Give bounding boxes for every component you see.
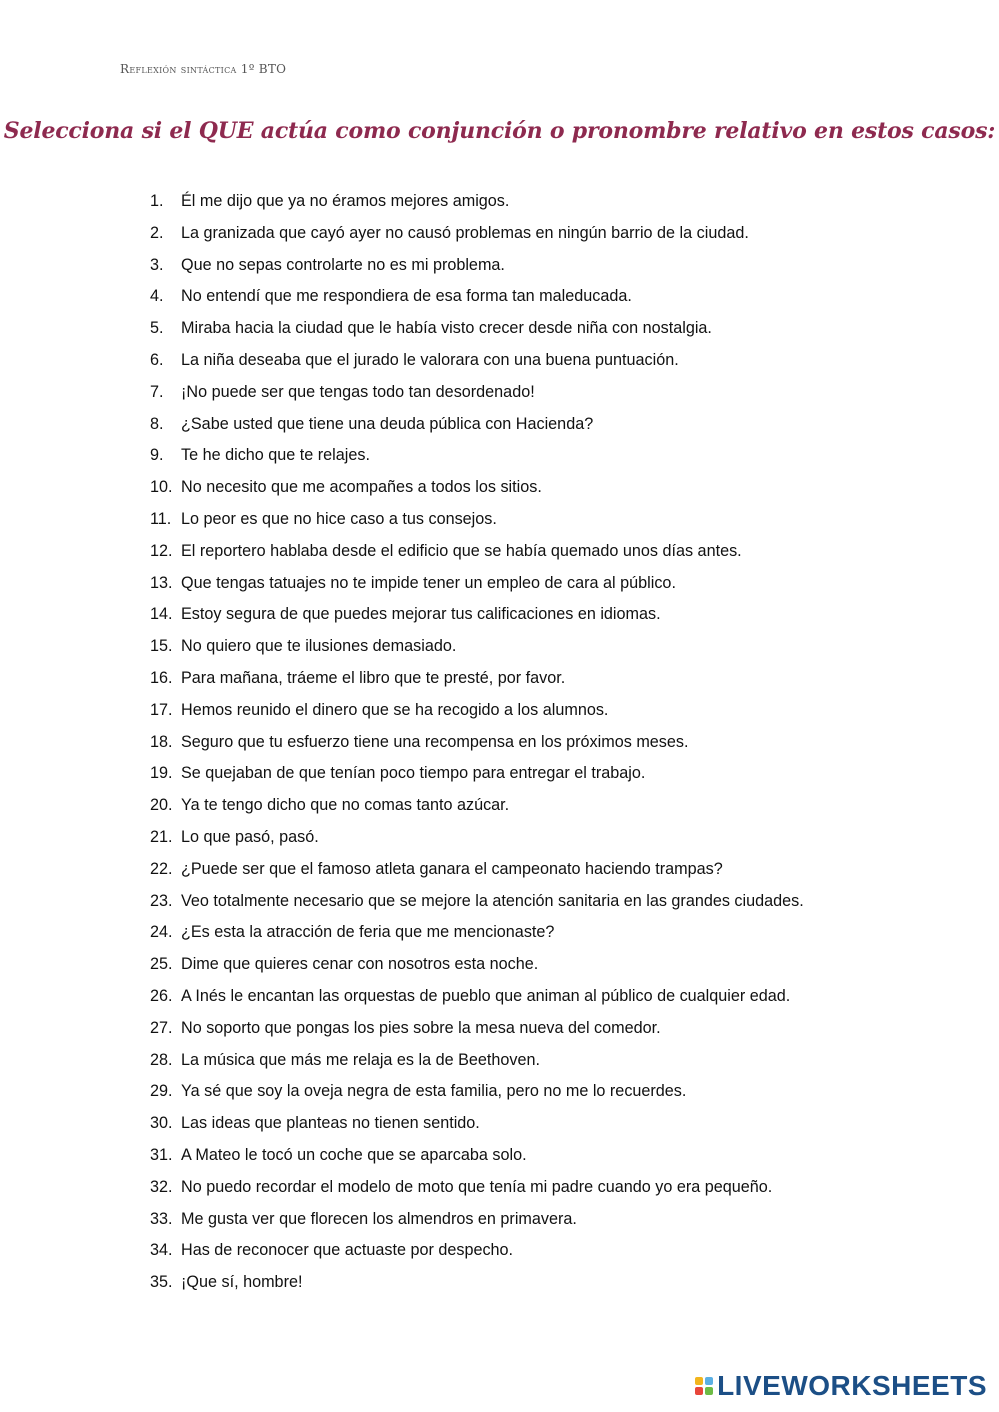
list-item (150, 1235, 950, 1267)
item-number: 16. (150, 668, 173, 687)
item-number: 19. (150, 764, 173, 783)
list-item (150, 472, 950, 504)
logo-square (695, 1377, 703, 1385)
list-item (150, 1140, 950, 1172)
logo-square (695, 1387, 703, 1395)
item-sentence: Estoy segura de que puedes mejorar tus calificaciones en idiomas. (181, 605, 661, 624)
item-number: 14. (150, 605, 173, 624)
item-number: 9. (150, 446, 164, 465)
item-sentence: Que no sepas controlarte no es mi problema. (181, 255, 505, 274)
item-sentence: Hemos reunido el dinero que se ha recogido a los alumnos. (181, 700, 609, 719)
list-item (150, 186, 950, 218)
item-number: 32. (150, 1177, 173, 1196)
item-number: 4. (150, 287, 164, 306)
item-sentence: A Inés le encantan las orquestas de pueblo que animan al público de cualquier edad. (181, 986, 791, 1005)
item-number: 27. (150, 1018, 173, 1037)
item-sentence: ¿Puede ser que el famoso atleta ganara el campeonato haciendo trampas? (181, 859, 723, 878)
list-item (150, 727, 950, 759)
item-sentence: A Mateo le tocó un coche que se aparcaba solo. (181, 1145, 527, 1164)
item-number: 28. (150, 1050, 173, 1069)
logo-text: LIVEWORKSHEETS (717, 1370, 987, 1401)
subject-header: Reflexión sintáctica 1º BTO (120, 62, 287, 76)
list-item (150, 631, 950, 663)
list-item (150, 568, 950, 600)
item-sentence: Seguro que tu esfuerzo tiene una recompensa en los próximos meses. (181, 732, 689, 751)
item-sentence: ¡No puede ser que tengas todo tan desordenado! (181, 382, 535, 401)
item-number: 15. (150, 637, 173, 656)
item-sentence: La niña deseaba que el jurado le valorara con una buena puntuación. (181, 350, 679, 369)
list-item (150, 695, 950, 727)
item-sentence: Ya te tengo dicho que no comas tanto azúcar. (181, 796, 510, 815)
item-number: 20. (150, 796, 173, 815)
item-number: 26. (150, 986, 173, 1005)
list-item (150, 599, 950, 631)
item-number: 25. (150, 955, 173, 974)
item-sentence: Veo totalmente necesario que se mejore la atención sanitaria en las grandes ciudades. (181, 891, 804, 910)
item-number: 21. (150, 827, 173, 846)
item-number: 31. (150, 1145, 173, 1164)
item-number: 18. (150, 732, 173, 751)
list-item (150, 1267, 950, 1299)
list-item (150, 886, 950, 918)
item-sentence: No entendí que me respondiera de esa forma tan maleducada. (181, 287, 632, 306)
item-sentence: No quiero que te ilusiones demasiado. (181, 637, 457, 656)
item-number: 1. (150, 192, 164, 210)
list-item (150, 854, 950, 886)
item-number: 3. (150, 255, 164, 274)
item-number: 34. (150, 1241, 173, 1260)
item-sentence: Él me dijo que ya no éramos mejores amigos. (181, 192, 510, 210)
item-sentence: Has de reconocer que actuaste por despecho. (181, 1241, 514, 1260)
item-sentence: Para mañana, tráeme el libro que te presté, por favor. (181, 668, 566, 687)
item-number: 35. (150, 1273, 173, 1292)
list-item (150, 981, 950, 1013)
list-item (150, 281, 950, 313)
item-sentence: ¿Es esta la atracción de feria que me mencionaste? (181, 923, 555, 942)
list-item (150, 758, 950, 790)
item-sentence: No soporto que pongas los pies sobre la mesa nueva del comedor. (181, 1018, 661, 1037)
list-item (150, 1108, 950, 1140)
item-number: 5. (150, 319, 164, 338)
item-sentence: Lo que pasó, pasó. (181, 827, 319, 846)
item-sentence: Las ideas que planteas no tienen sentido. (181, 1114, 480, 1133)
item-number: 22. (150, 859, 173, 878)
list-item (150, 409, 950, 441)
item-number: 7. (150, 382, 164, 401)
list-item (150, 1045, 950, 1077)
list-item (150, 377, 950, 409)
item-sentence: El reportero hablaba desde el edificio que se había quemado unos días antes. (181, 541, 742, 560)
list-item (150, 536, 950, 568)
item-number: 12. (150, 541, 173, 560)
item-sentence: La granizada que cayó ayer no causó problemas en ningún barrio de la ciudad. (181, 223, 749, 242)
item-sentence: La música que más me relaja es la de Beethoven. (181, 1050, 541, 1069)
list-item (150, 218, 950, 250)
logo-square (705, 1387, 713, 1395)
item-number: 6. (150, 350, 164, 369)
list-item (150, 504, 950, 536)
item-sentence: Dime que quieres cenar con nosotros esta noche. (181, 955, 539, 974)
logo-square (705, 1377, 713, 1385)
item-sentence: No puedo recordar el modelo de moto que tenía mi padre cuando yo era pequeño. (181, 1177, 773, 1196)
list-item (150, 949, 950, 981)
item-number: 13. (150, 573, 173, 592)
list-item (150, 822, 950, 854)
item-number: 24. (150, 923, 173, 942)
list-item (150, 313, 950, 345)
page-title: Selecciona si el QUE actúa como conjunción o pronombre relativo en estos casos: (3, 118, 996, 144)
list-item (150, 1013, 950, 1045)
list-item (150, 663, 950, 695)
item-sentence: Se quejaban de que tenían poco tiempo para entregar el trabajo. (181, 764, 646, 783)
item-number: 29. (150, 1082, 173, 1101)
item-sentence: Miraba hacia la ciudad que le había visto crecer desde niña con nostalgia. (181, 319, 712, 338)
list-item (150, 917, 950, 949)
item-sentence: Que tengas tatuajes no te impide tener un empleo de cara al público. (181, 573, 676, 592)
exercise-list (150, 186, 950, 1299)
item-sentence: Lo peor es que no hice caso a tus consejos. (181, 509, 497, 528)
list-item (150, 440, 950, 472)
list-item (150, 345, 950, 377)
logo-mark-icon (695, 1377, 713, 1395)
list-item (150, 1172, 950, 1204)
item-number: 8. (150, 414, 164, 433)
item-sentence: ¿Sabe usted que tiene una deuda pública con Hacienda? (181, 414, 594, 433)
liveworksheets-logo (695, 1370, 987, 1402)
item-number: 17. (150, 700, 173, 719)
item-number: 23. (150, 891, 173, 910)
list-item (150, 250, 950, 282)
item-sentence: Me gusta ver que florecen los almendros en primavera. (181, 1209, 577, 1228)
item-number: 30. (150, 1114, 173, 1133)
item-sentence: Te he dicho que te relajes. (181, 446, 370, 465)
item-number: 2. (150, 223, 164, 242)
list-item (150, 1204, 950, 1236)
item-number: 33. (150, 1209, 173, 1228)
item-number: 11. (150, 509, 172, 528)
item-number: 10. (150, 478, 173, 497)
list-item (150, 790, 950, 822)
item-sentence: ¡Que sí, hombre! (181, 1273, 303, 1292)
item-sentence: No necesito que me acompañes a todos los sitios. (181, 478, 542, 497)
item-sentence: Ya sé que soy la oveja negra de esta familia, pero no me lo recuerdes. (181, 1082, 687, 1101)
list-item (150, 1076, 950, 1108)
